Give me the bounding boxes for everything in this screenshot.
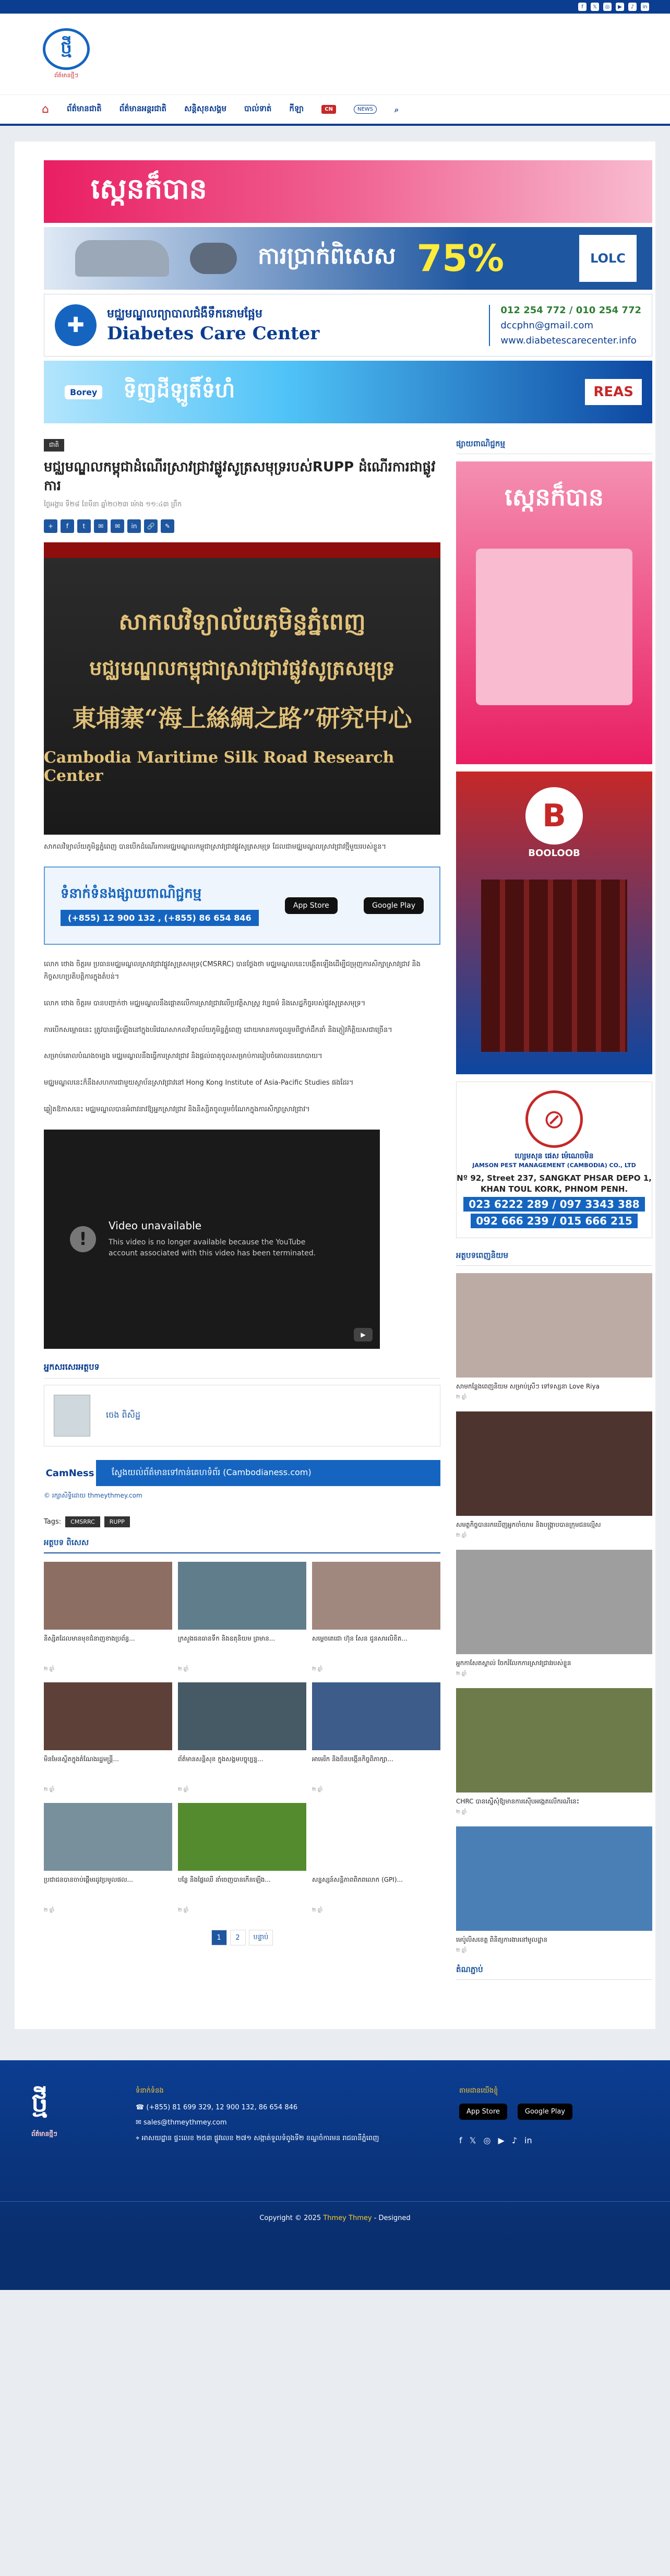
- logo-tagline: ព័ត៌មានថ្មីៗ: [54, 72, 78, 79]
- related-title: បន្លែ និងផ្លែឈើ នាំចេញបានកើនឡើង...: [178, 1876, 271, 1884]
- facebook-icon[interactable]: f: [578, 3, 587, 11]
- page-2[interactable]: 2: [230, 1930, 246, 1945]
- pest-icon: ⊘: [525, 1090, 583, 1148]
- search-icon[interactable]: ⌕: [394, 104, 399, 114]
- google-play-button[interactable]: Google Play: [364, 897, 424, 914]
- designer-link[interactable]: Thmey Thmey: [323, 2214, 372, 2222]
- x-icon[interactable]: 𝕏: [469, 2135, 476, 2145]
- related-thumb: [44, 1562, 172, 1630]
- footer-social: [459, 2135, 572, 2145]
- jamson-address: Nº 92, Street 237, SANGKAT PHSAR DEPO 1, KHAN TOUL KORK, PHNOM PENH.: [457, 1173, 652, 1194]
- nav-badge-cn[interactable]: CN: [321, 105, 336, 114]
- category-badge[interactable]: ជាតិ: [44, 439, 64, 452]
- hero-image: [44, 542, 440, 835]
- ad-banner-borey[interactable]: [44, 361, 652, 423]
- sidebar-news-title: សមត្ថកិច្ចបានរកឃើញអ្នកចាំយាម និងបង្ក្រាបបានក្រុមជនល្មើស: [456, 1521, 601, 1528]
- footer-tail: [0, 2238, 670, 2290]
- diabetes-web: www.diabetescarecenter.info: [500, 335, 637, 346]
- related-card[interactable]: [178, 1682, 306, 1794]
- related-title: សម្តេចតេជោ ហ៊ុន សែន ជូនសារលិខិត...: [312, 1635, 408, 1643]
- sidebar-news-title: សាមកន្លែងពេញនិយម សម្រាប់ស្រីៗ ទៅទស្សនា Love Riya: [456, 1383, 600, 1390]
- nav-item-international[interactable]: ព័ត៌មានអន្តរជាតិ: [119, 103, 167, 113]
- related-title: សន្ទស្សន៍សន្តិភាពពិភពលោក (GPI)...: [312, 1876, 403, 1884]
- sidebar-news-item[interactable]: [456, 1826, 652, 1954]
- sidebar-news-thumb: [456, 1550, 652, 1654]
- footer-email[interactable]: [136, 2119, 428, 2127]
- author-name[interactable]: ចេង ពិសិដ្ឋ: [106, 1410, 141, 1420]
- article-paragraph: ការបើកសម្ពោធនេះ ត្រូវបានធ្វើឡើងនៅក្នុងបរិវេណសាកលវិទ្យាល័យភូមិន្ទភ្នំពេញ ដោយមានការចូលរួមពីថ្នាក់ដឹកនាំ និងភ្ញៀវកិត្តិយសជាច្រើន។: [44, 1026, 392, 1034]
- author-box: [44, 1385, 440, 1446]
- page-1[interactable]: 1: [211, 1930, 227, 1945]
- nav-item-security[interactable]: សន្តិសុខសង្គម: [184, 103, 227, 113]
- share-mail-icon[interactable]: ✉: [111, 519, 124, 533]
- jamson-phone-1: 023 6222 289 / 097 3343 388: [463, 1197, 644, 1212]
- hero-line-4: Cambodia Maritime Silk Road Research Center: [44, 748, 394, 785]
- article-column: [44, 439, 440, 1987]
- sidebar-news-title: អ្នកកាសែតស្គាល់ ចែករំលែកការស្រាវជ្រាវរបស់ខ្លួន: [456, 1659, 571, 1667]
- gift-image: [476, 549, 632, 705]
- author-head: អ្នកសរសេរអត្ថបទ: [44, 1361, 440, 1379]
- related-title: អាមេរិក និងចិនបង្កើនកិច្ចពិភាក្សា...: [312, 1755, 393, 1763]
- article-meta: ថ្ងៃអង្គារ ទី២៨ ខែមីនា ឆ្នាំ២០២៣ ម៉ោង ១១:៤៣ ព្រឹក: [44, 500, 182, 508]
- related-card[interactable]: [44, 1682, 172, 1794]
- related-title: ក្រសួងធនធានទឹក និងឧតុនិយម ព្រមាន...: [178, 1635, 276, 1643]
- sidebar-news-item[interactable]: [456, 1688, 652, 1816]
- wine-bottles-image: [481, 880, 627, 1052]
- tag-item[interactable]: RUPP: [104, 1516, 130, 1527]
- phone-icon: ☎: [136, 2104, 147, 2111]
- alert-icon: !: [70, 1226, 96, 1252]
- footer-phone: [136, 2104, 428, 2111]
- share-facebook-icon[interactable]: f: [61, 519, 74, 533]
- nav-badge-news[interactable]: NEWS: [354, 105, 377, 114]
- sidebar-ad-amk-text: ស្កេនក៏បាន: [505, 483, 604, 511]
- related-thumb: [178, 1562, 306, 1630]
- sidebar-news-date: ២ ឆ្នាំ: [456, 1533, 467, 1538]
- sidebar-news-date: ២ ឆ្នាំ: [456, 1809, 467, 1815]
- article-title: មជ្ឈមណ្ឌលកម្ពុជាដំណើរស្រាវជ្រាវផ្លូវសូត្រសមុទ្ររបស់RUPP ដំណើរការជាផ្លូវការ: [44, 459, 436, 494]
- related-thumb: [312, 1562, 440, 1630]
- sidebar-news-date: ២ ឆ្នាំ: [456, 1671, 467, 1677]
- instagram-icon[interactable]: ◎: [483, 2135, 491, 2145]
- diabetes-contact: [489, 305, 641, 346]
- share-twitter-icon[interactable]: t: [77, 519, 91, 533]
- footer-phone-text: (+855) 81 699 329, 12 900 132, 86 654 846: [146, 2104, 298, 2111]
- sidebar-news-item[interactable]: [456, 1273, 652, 1401]
- footer-address-text: អាសយដ្ឋាន ផ្ទះលេខ ២៥៣ ផ្លូវលេខ ២៧១ សង្កាត់ទួលទំពូងទី២ ខណ្ឌចំការមន រាជធានីភ្នំពេញ: [141, 2134, 379, 2142]
- instagram-icon[interactable]: ◎: [603, 3, 612, 11]
- ad-contact-banner[interactable]: [44, 866, 440, 945]
- related-card[interactable]: [312, 1562, 440, 1673]
- related-thumb: [44, 1803, 172, 1871]
- related-head: អត្ថបទ ពិសេស: [44, 1538, 440, 1553]
- jamson-name: JAMSON PEST MANAGEMENT (CAMBODIA) CO., LTD: [472, 1162, 636, 1169]
- sidebar-news-title: មេប៉ូលិសខេត្ត ពិនិត្យការងារនៅមូលដ្ឋាន: [456, 1936, 547, 1943]
- tiktok-icon[interactable]: ♪: [511, 2135, 518, 2145]
- video-title: Video unavailable: [109, 1219, 202, 1232]
- related-title: ព័ត៌មានសន្តិសុខ ក្នុងសង្គមបច្ចុប្បន្ន...: [178, 1755, 264, 1763]
- sidebar-news-thumb: [456, 1273, 652, 1378]
- top-social-bar: [0, 0, 670, 14]
- sidebar-links-head: តំណភ្ជាប់: [456, 1965, 652, 1980]
- youtube-icon[interactable]: ▶: [498, 2135, 505, 2145]
- article-paragraph: ឆ្លៀតឱកាសនេះ មជ្ឈមណ្ឌលបានអំពាវនាវឱ្យអ្នកស្រាវជ្រាវ និងនិស្សិតចូលរួមចំណែកក្នុងការសិក្សាស្រាវជ្រាវ។: [44, 1105, 310, 1113]
- reas-logo: REAS: [585, 379, 642, 405]
- motorbike-image: [190, 243, 237, 274]
- related-card[interactable]: [44, 1803, 172, 1914]
- share-bar: [44, 519, 440, 533]
- hero-caption: សាកលវិទ្យាល័យភូមិន្ទភ្នំពេញ បានបើកដំណើរការមជ្ឈមណ្ឌលកម្ពុជាស្រាវជ្រាវផ្លូវសូត្រសមុទ្រ ដែលជាមជ្ឈមណ្ឌលស្រាវជ្រាវថ្មីមួយរបស់ខ្លួន។: [44, 842, 387, 851]
- diabetes-phone: 012 254 772 / 010 254 772: [500, 304, 641, 316]
- related-thumb: [178, 1682, 306, 1750]
- related-thumb: [44, 1682, 172, 1750]
- ad-banner-lolc[interactable]: [44, 227, 652, 290]
- sidebar-news-date: ២ ឆ្នាំ: [456, 1948, 467, 1953]
- cambodianess-banner[interactable]: [44, 1460, 440, 1486]
- related-card[interactable]: [178, 1803, 306, 1914]
- nav-item-national[interactable]: ព័ត៌មានជាតិ: [66, 103, 102, 113]
- app-store-button[interactable]: App Store: [285, 897, 338, 914]
- footer-app-store[interactable]: App Store: [459, 2104, 507, 2120]
- copyright-text: Copyright © 2025: [259, 2214, 321, 2222]
- ad-banner-lolc-text: ការប្រាក់ពិសេស: [258, 243, 396, 269]
- sidebar-news-item[interactable]: [456, 1550, 652, 1678]
- footer-contact-head: ទំនាក់ទំនង: [136, 2087, 164, 2095]
- copyright: [0, 2201, 670, 2222]
- related-thumb: [312, 1803, 440, 1871]
- related-card[interactable]: [312, 1803, 440, 1914]
- lolc-logo: LOLC: [579, 235, 637, 282]
- avatar: [54, 1395, 90, 1437]
- related-date: ២ ឆ្នាំ: [312, 1666, 323, 1672]
- hero-line-1: សាកលវិទ្យាល័យភូមិន្ទភ្នំពេញ: [118, 608, 366, 635]
- jamson-kh: ហ្សេមសុន ផេស ម៉េណេចមិន: [515, 1152, 594, 1160]
- article-paragraph: លោក ថោង ចិត្តរម បានបញ្ជាក់ថា មជ្ឈមណ្ឌលនឹងផ្តោតលើការស្រាវជ្រាវលើប្រវត្តិសាស្ត្រ វប្បធម៌ និងសេដ្ឋកិច្ចរបស់ផ្លូវសូត្រសមុទ្រ។: [44, 999, 366, 1007]
- ad-banner-amk-text: ស្កេនក៏បាន: [91, 172, 207, 205]
- sidebar-news-date: ២ ឆ្នាំ: [456, 1394, 467, 1400]
- cambodianess-logo: CamNess: [44, 1460, 96, 1486]
- site-footer: [0, 2060, 670, 2238]
- sidebar: [456, 439, 652, 1987]
- article-paragraph: មជ្ឈមណ្ឌលនេះក៏នឹងសហការជាមួយស្ថាប័នស្រាវជ្រាវនៅ Hong Kong Institute of Asia-Pacific Studies ផងដែរ។: [44, 1079, 354, 1087]
- video-message: This video is no longer available because the YouTube account associated with this video has been terminated.: [109, 1238, 316, 1258]
- site-header: [0, 14, 670, 94]
- article-paragraph: សម្រាប់គោលបំណងចម្បង មជ្ឈមណ្ឌលនឹងធ្វើការស្រាវជ្រាវ និងផ្តល់ធាតុចូលសម្រាប់ការរៀបចំគោលនយោបាយ។: [44, 1052, 322, 1061]
- ad-banner-lolc-pct: 75%: [416, 237, 505, 280]
- hero-line-3: 東埔寨“海上絲綢之路”研究中心: [72, 704, 412, 732]
- tiktok-icon[interactable]: ♪: [628, 3, 637, 11]
- share-edit-icon[interactable]: ✎: [161, 519, 174, 533]
- sidebar-news-thumb: [456, 1688, 652, 1792]
- logo-mark: ថ្មី: [43, 28, 90, 70]
- pagination: [44, 1930, 440, 1945]
- borey-text: ទិញដីឡូតិ៍ទំហំ: [123, 378, 235, 402]
- related-date: ២ ឆ្នាំ: [178, 1787, 189, 1793]
- article-paragraph: លោក ថោង ចិត្តរម ប្រធានមជ្ឈមណ្ឌលស្រាវជ្រាវផ្លូវសូត្រសមុទ្រ(CMSRRC) បានថ្លែងថា មជ្ឈមណ្ឌលនេះបង្កើតឡើងដើម្បីជម្រុញការសិក្សាស្រាវជ្រាវ និងកិច្ចសហប្រតិបត្តិការក្នុងតំបន់។: [44, 960, 421, 981]
- sidebar-ad-jamson[interactable]: [456, 1082, 652, 1238]
- content-wrap: [15, 141, 655, 2029]
- youtube-icon[interactable]: ▶: [616, 3, 624, 11]
- booloob-name: BOOLOOB: [528, 848, 580, 859]
- related-card[interactable]: [178, 1562, 306, 1673]
- jamson-phone-2: 092 666 239 / 015 666 215: [471, 1214, 638, 1228]
- ad-contact-phones: (+855) 12 900 132 , (+855) 86 654 846: [61, 910, 259, 926]
- site-logo[interactable]: [38, 23, 95, 86]
- footer-email-text: sales@thmeythmey.com: [143, 2119, 227, 2127]
- linkedin-icon[interactable]: in: [524, 2135, 532, 2145]
- tag-item[interactable]: CMSRRC: [65, 1516, 100, 1527]
- sidebar-news-head: អត្ថបទពេញនិយម: [456, 1251, 652, 1266]
- related-date: ២ ឆ្នាំ: [312, 1787, 323, 1793]
- borey-logo: Borey: [65, 385, 102, 399]
- share-email-icon[interactable]: ✉: [94, 519, 107, 533]
- video-embed[interactable]: [44, 1130, 380, 1349]
- car-image: [75, 240, 169, 277]
- ad-contact-head: ទំនាក់ទំនងផ្សាយពាណិជ្ជកម្ម: [61, 886, 202, 902]
- footer-logo-tag: ព័ត៌មានថ្មីៗ: [31, 2130, 57, 2138]
- hero-line-2: មជ្ឈមណ្ឌលកម្ពុជាស្រាវជ្រាវផ្លូវសូត្រសមុទ្រ: [89, 656, 395, 680]
- nav-item-sport[interactable]: កីឡា: [289, 103, 304, 113]
- sidebar-news-thumb: [456, 1826, 652, 1931]
- sidebar-ad-amk[interactable]: [456, 461, 652, 764]
- related-grid: [44, 1562, 440, 1914]
- related-thumb: [312, 1682, 440, 1750]
- tags-label: Tags:: [44, 1518, 62, 1526]
- related-date: ២ ឆ្នាំ: [44, 1666, 55, 1672]
- ad-banner-diabetes[interactable]: [44, 294, 652, 357]
- related-date: ២ ឆ្នាំ: [178, 1666, 189, 1672]
- x-icon[interactable]: 𝕏: [591, 3, 599, 11]
- sidebar-news-thumb: [456, 1411, 652, 1516]
- footer-logo-mark: ថ្មី: [31, 2087, 48, 2118]
- related-title: ប្រជាជនបានចាប់ផ្តើមរដូវប្រមូលផល...: [44, 1876, 133, 1884]
- tags-row: [44, 1516, 440, 1527]
- related-card[interactable]: [44, 1562, 172, 1673]
- footer-follow-head: តាមដានយើងខ្ញុំ: [459, 2087, 498, 2095]
- mail-icon: ✉: [136, 2119, 144, 2127]
- footer-google-play[interactable]: Google Play: [518, 2104, 572, 2120]
- share-linkedin-icon[interactable]: in: [127, 519, 141, 533]
- share-add-icon[interactable]: +: [44, 519, 57, 533]
- related-card[interactable]: [312, 1682, 440, 1794]
- related-date: ២ ឆ្នាំ: [178, 1907, 189, 1914]
- sidebar-ad-wine[interactable]: [456, 771, 652, 1074]
- medical-icon: ✚: [55, 304, 97, 346]
- related-thumb: [178, 1803, 306, 1871]
- related-date: ២ ឆ្នាំ: [312, 1907, 323, 1914]
- source-note[interactable]: © រក្សាសិទ្ធិដោយ thmeythmey.com: [44, 1492, 142, 1500]
- footer-address: [136, 2134, 428, 2144]
- page-next[interactable]: បន្ទាប់: [249, 1930, 273, 1945]
- facebook-icon[interactable]: f: [459, 2135, 462, 2145]
- cambodianess-text: ស្វែងយល់ព័ត៌មានទៅកាន់គេហទំព័រ (Cambodianess.com): [112, 1467, 312, 1478]
- related-date: ២ ឆ្នាំ: [44, 1907, 55, 1914]
- diabetes-center-en: Diabetes Care Center: [107, 323, 320, 344]
- youtube-icon[interactable]: ▶: [354, 1328, 373, 1342]
- diabetes-center-kh: មជ្ឈមណ្ឌលព្យាបាលជំងឺទឹកនោមផ្អែម: [107, 307, 262, 320]
- related-date: ២ ឆ្នាំ: [44, 1787, 55, 1793]
- share-link-icon[interactable]: 🔗: [144, 519, 158, 533]
- related-title: និស្សិតដែលមានមុខជំនាញខាងប្រព័ន្ធ...: [44, 1635, 135, 1643]
- linkedin-icon[interactable]: in: [641, 3, 649, 11]
- sidebar-news-item[interactable]: [456, 1411, 652, 1539]
- designed-text: - Designed: [374, 2214, 411, 2222]
- sidebar-news-title: CHRC បានស្នើសុំឱ្យមានការស៊ើបអង្កេតលើករណីនេះ: [456, 1798, 580, 1805]
- location-icon: ⌖: [136, 2134, 142, 2142]
- diabetes-email: dccphn@gmail.com: [500, 319, 593, 331]
- nav-item-football[interactable]: បាល់ទាត់: [244, 103, 272, 113]
- related-title: មិនមែនស្ថិតក្នុងតំណែងរដ្ឋមន្ត្រី...: [44, 1755, 119, 1763]
- ad-banner-amk[interactable]: [44, 160, 652, 223]
- sidebar-ads-head: ផ្សាយពាណិជ្ជកម្ម: [456, 439, 652, 454]
- booloob-logo: B: [525, 787, 583, 845]
- main-nav: [0, 94, 670, 126]
- home-icon[interactable]: ⌂: [42, 103, 49, 116]
